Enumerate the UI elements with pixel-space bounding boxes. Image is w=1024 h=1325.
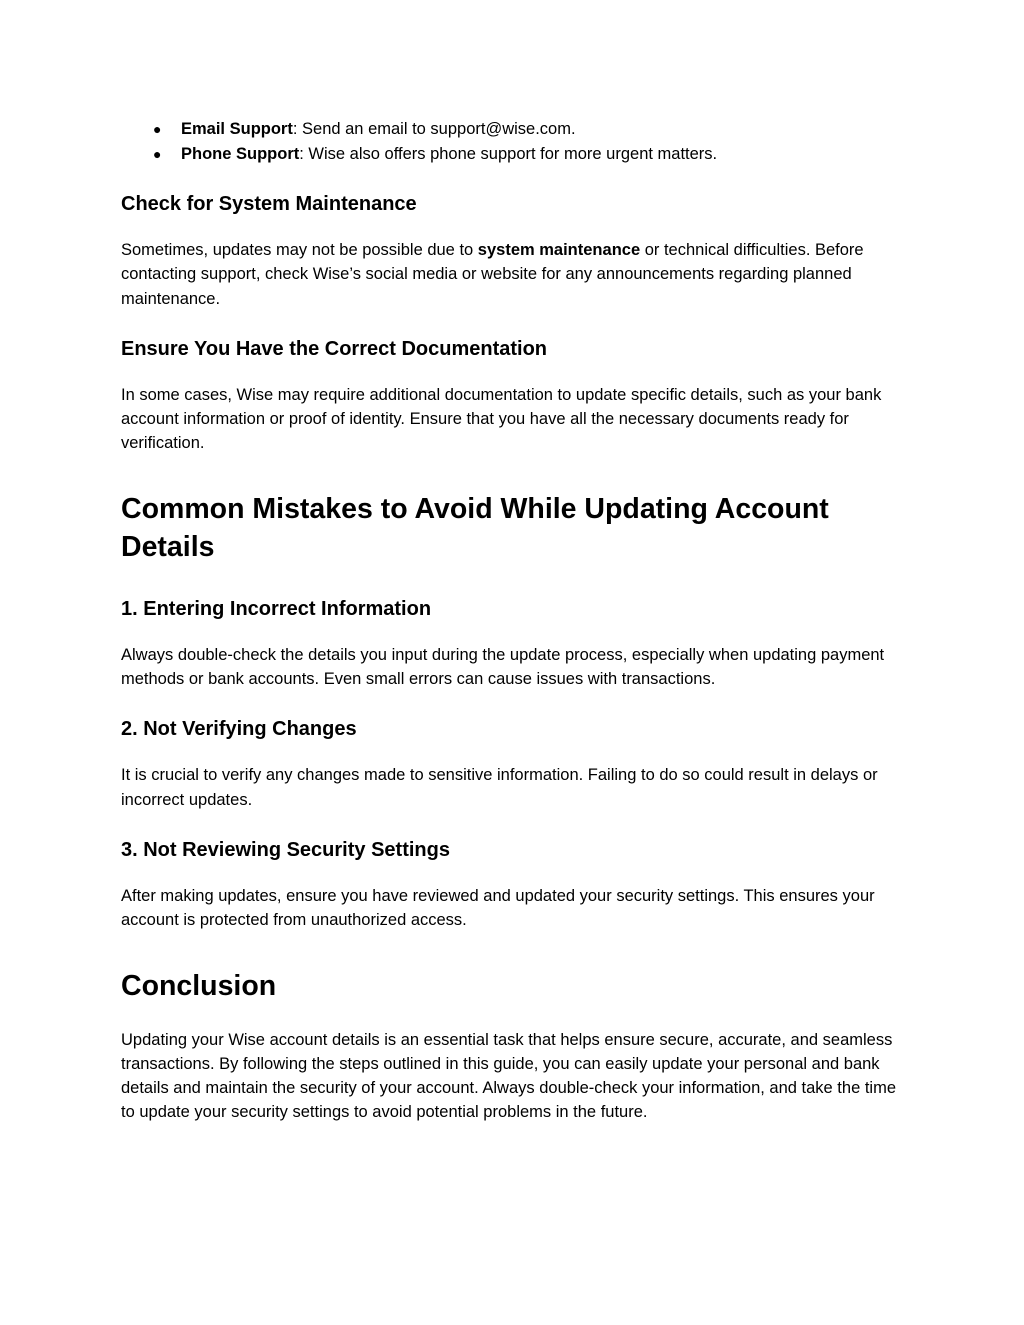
paragraph-text: Sometimes, updates may not be possible due to <box>121 241 478 259</box>
bullet-label: Phone Support <box>181 144 300 163</box>
mistake-2-heading: 2. Not Verifying Changes <box>121 718 357 741</box>
mistake-1-heading: 1. Entering Incorrect Information <box>121 597 432 620</box>
conclusion-paragraph: Updating your Wise account details is an essential task that helps ensure secure, accurate, and seamless transactions. By following the steps outlined in this guide, you can easily update your personal and bank details and maintain the security of your account. Always double-check your information, and take the time to update your security settings to avoid potential problems in the future. <box>121 1030 897 1122</box>
mistake-3-paragraph: After making updates, ensure you have reviewed and updated your security settings. This ensures your account is protected from unauthorized access. <box>121 886 875 930</box>
list-item <box>121 142 911 167</box>
paragraph-text: or technical difficulties. Before contacting support, check Wise’s social media or website for any announcements regarding planned maintenance. <box>121 241 864 308</box>
system-maintenance-heading: Check for System Maintenance <box>121 193 417 215</box>
document-page <box>121 117 911 1125</box>
list-item <box>121 117 911 142</box>
mistake-3-heading: 3. Not Reviewing Security Settings <box>121 838 450 861</box>
mistakes-heading: Common Mistakes to Avoid While Updating Account Details <box>121 492 829 563</box>
bullet-text: : Wise also offers phone support for more urgent matters. <box>299 144 718 163</box>
bullet-icon: ● <box>153 145 162 162</box>
documentation-paragraph: In some cases, Wise may require additional documentation to update specific details, such as your bank account information or proof of identity. Ensure that you have all the necessary documents ready for verification. <box>121 385 882 453</box>
bullet-icon: ● <box>153 121 162 137</box>
bullet-text: : Send an email to support@wise.com. <box>292 120 576 138</box>
mistake-1-paragraph: Always double-check the details you input during the update process, especially when updating payment methods or bank accounts. Even small errors can cause issues with transactions. <box>121 645 885 689</box>
system-maintenance-paragraph <box>121 238 911 311</box>
bullet-label: Email Support <box>181 120 293 138</box>
conclusion-heading: Conclusion <box>121 969 277 1002</box>
support-bullet-list <box>121 117 911 166</box>
paragraph-bold-text: system maintenance <box>477 241 641 259</box>
mistake-2-paragraph: It is crucial to verify any changes made to sensitive information. Failing to do so could result in delays or incorrect updates. <box>121 766 878 809</box>
documentation-heading: Ensure You Have the Correct Documentation <box>121 337 548 360</box>
